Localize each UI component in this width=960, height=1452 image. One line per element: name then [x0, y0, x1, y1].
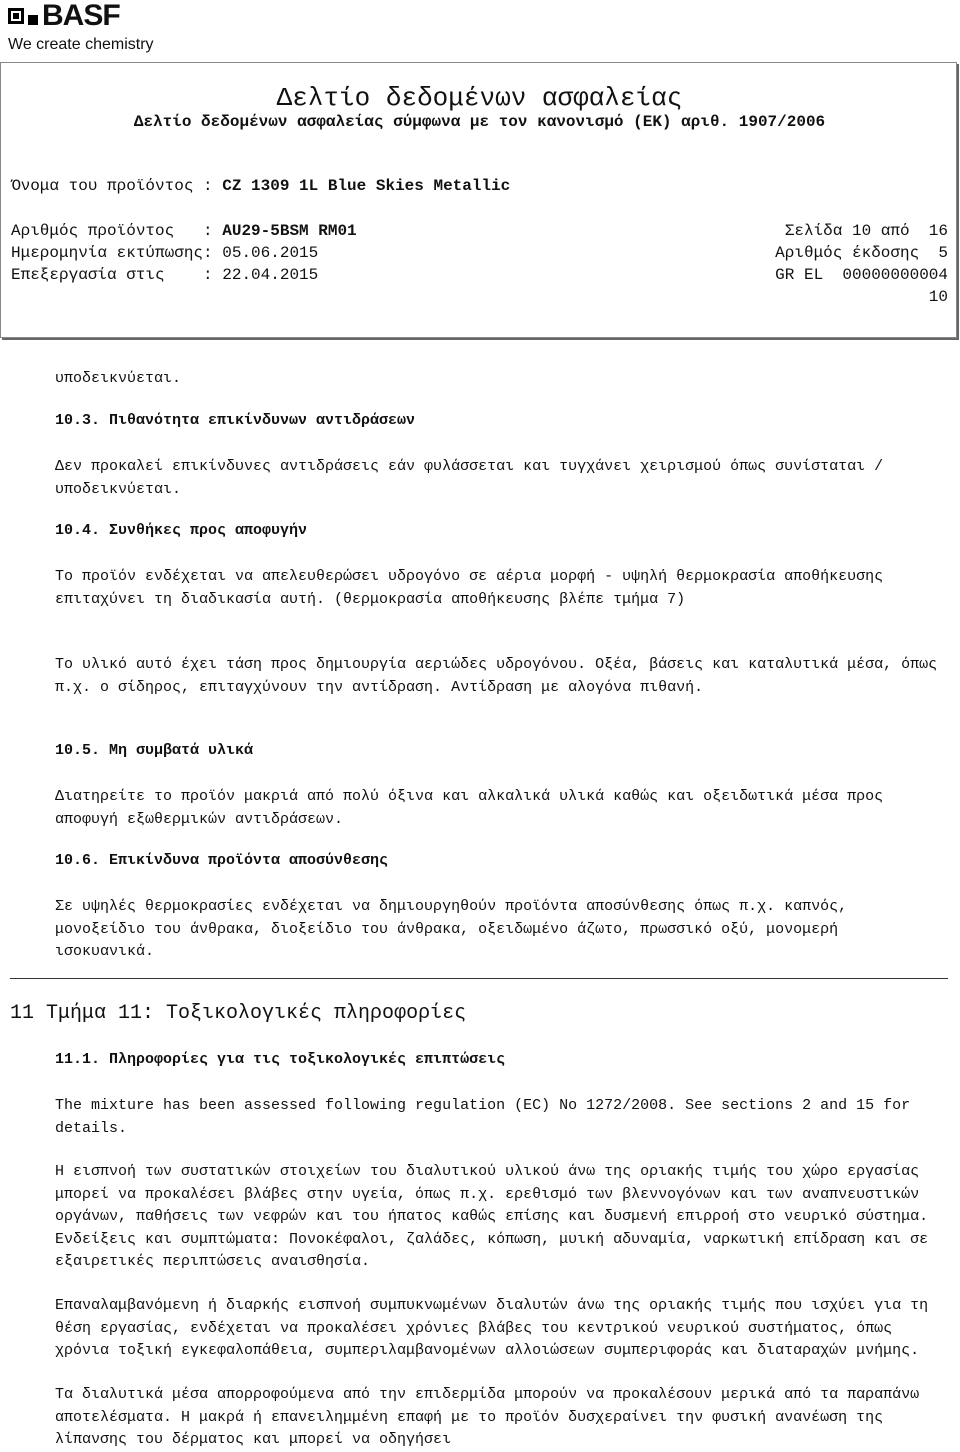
section-10-5-heading: 10.5. Μη συμβατά υλικά — [55, 742, 254, 759]
product-number-row — [11, 222, 357, 240]
product-number: AU29-5BSM RM01 — [222, 222, 357, 240]
logo-square-icon — [8, 8, 24, 24]
section-10-5-text: Διατηρείτε το προϊόν μακριά από πολύ όξινα και αλκαλικά υλικά καθώς και οξειδωτικά μέσα προς αποφυγή εξωθερμικών αντιδράσεων. — [55, 788, 884, 828]
intro-text: υποδεικνύεται. — [55, 370, 182, 387]
section-11-1-text-4: Τα διαλυτικά μέσα απορροφούμενα από την επιδερμίδα μπορούν να προκαλέσουν μερικά από τα παραπάνω αποτελέσματα. Η μακρά ή επανειλημμένη επαφή με το προϊόν δυσχεραίνει την φυσική ανανέωση της λίπανσης του δέρματος και μπορεί να οδηγήσει — [55, 1386, 920, 1448]
section-divider — [10, 978, 948, 979]
section-10-3-heading: 10.3. Πιθανότητα επικίνδυνων αντιδράσεων — [55, 412, 416, 429]
document-subtitle: Δελτίο δεδομένων ασφαλείας σύμφωνα με τον κανονισμό (ΕΚ) αριθ. 1907/2006 — [133, 113, 826, 131]
product-number-label: Αριθμός προϊόντος : — [11, 222, 223, 240]
section-10-3-text: Δεν προκαλεί επικίνδυνες αντιδράσεις εάν φυλάσσεται και τυγχάνει χειρισμού όπως συνίσταται / υποδεικνύεται. — [55, 458, 884, 498]
basf-logo-mark — [8, 2, 168, 30]
document-code-suffix: 10 — [928, 288, 948, 306]
revised-date: 22.04.2015 — [222, 266, 319, 284]
section-11-1-text-3: Επαναλαμβανόμενη ή διαρκής εισπνοή συμπυκνωμένων διαλυτών άνω της οριακής τιμής που ισχύει για τη θέση εργασίας, ενδέχεται να προκαλέσει χρόνιες βλάβες του κεντρικού νευρικού συστήματος, όπως χρόνια τοξική εγκεφαλοπάθεια, συμπεριλαμβανομένων αλλοιώσεων συμπεριφοράς και διαταραχών μνήμης. — [55, 1297, 929, 1359]
brand-name: BASF — [42, 0, 120, 32]
section-11-1-text-2: Η εισπνοή των συστατικών στοιχείων του διαλυτικού υλικού άνω της οριακής τιμής του χώρο εργασίας μπορεί να προκαλέσει βλάβες στην υγεία, όπως π.χ. ερεθισμό των βλεννογόνων και των αναπνευστικών οργάνων, παθήσεις των νεφρών και του ήπατος καθώς επίσης και δυσμενή επιρροή στο νευρικό σύστημα. Ενδείξεις και συμπτώματα: Πονοκέφαλοι, ζαλάδες, κόπωση, μυική αδυναμία, ναρκωτική επίδραση και σε εξαιρετικές περιπτώσεις αναισθησία. — [55, 1163, 929, 1270]
section-10-4-text-1: Το προϊόν ενδέχεται να απελευθερώσει υδρογόνο σε αέρια μορφή - υψηλή θερμοκρασία αποθήκευσης επιταχύνει τη διαδικασία αυτή. (θερμοκρασία αποθήκευσης βλέπε τμήμα 7) — [55, 568, 884, 608]
section-11-1-text-1: The mixture has been assessed following regulation (EC) No 1272/2008. See sections 2 and 15 for details. — [55, 1097, 911, 1137]
brand-tagline: We create chemistry — [8, 36, 154, 53]
logo-dot-icon — [28, 15, 38, 25]
section-11-title: 11 Τμήμα 11: Τοξικολογικές πληροφορίες — [10, 1002, 467, 1025]
print-date-row — [11, 244, 318, 262]
document-header — [0, 62, 957, 338]
basf-logo — [8, 2, 168, 54]
section-10-6-heading: 10.6. Επικίνδυνα προϊόντα αποσύνθεσης — [55, 852, 389, 869]
product-name-label: Όνομα του προϊόντος : — [11, 177, 223, 195]
version-number: Αριθμός έκδοσης 5 — [775, 244, 948, 262]
section-11-1-heading: 11.1. Πληροφορίες για τις τοξικολογικές επιπτώσεις — [55, 1051, 506, 1068]
revised-row — [11, 266, 318, 284]
section-10-6-text: Σε υψηλές θερμοκρασίες ενδέχεται να δημιουργηθούν προϊόντα αποσύνθεσης όπως π.χ. καπνός, μονοξείδιο του άνθρακα, διοξείδιο του άνθρακα, οξειδωμένο άζωτο, πρωσσικό οξύ, μονομερή ισοκυανικά. — [55, 898, 848, 960]
product-name: CZ 1309 1L Blue Skies Metallic — [222, 177, 511, 195]
page-number: Σελίδα 10 από 16 — [784, 222, 948, 240]
revised-label: Επεξεργασία στις : — [11, 266, 223, 284]
print-date-label: Ημερομηνία εκτύπωσης: — [11, 244, 223, 262]
section-10-4-heading: 10.4. Συνθήκες προς αποφυγήν — [55, 522, 308, 539]
print-date: 05.06.2015 — [222, 244, 319, 262]
section-10-4-text-2: Το υλικό αυτό έχει τάση προς δημιουργία αεριώδες υδρογόνου. Οξέα, βάσεις και καταλυτικά μέσα, όπως π.χ. ο σίδηρος, επιταγχύνουν την αντίδραση. Αντίδραση με αλογόνα πιθανή. — [55, 656, 938, 696]
product-name-row — [11, 177, 510, 195]
document-title: Δελτίο δεδομένων ασφαλείας — [276, 83, 683, 113]
document-code: GR EL 00000000004 — [775, 266, 948, 284]
